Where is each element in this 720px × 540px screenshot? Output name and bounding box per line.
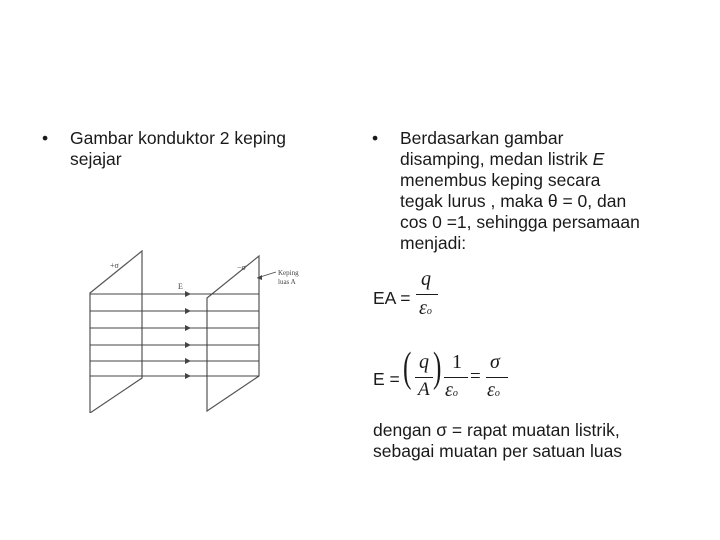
field-label: E <box>178 282 183 291</box>
eq2-frac1-num: q <box>419 351 429 373</box>
epsilon-subscript: o <box>452 388 458 399</box>
eq2-equals: = <box>470 366 481 387</box>
eq1-lhs: EA = <box>373 288 411 308</box>
parallel-plate-diagram <box>82 248 322 413</box>
epsilon-symbol: ε <box>419 297 427 319</box>
left-bullet <box>42 128 335 170</box>
right-bullet-line1: Berdasarkan gambar <box>400 128 564 148</box>
right-bullet-line2-text: disamping, medan listrik <box>400 149 593 169</box>
arrow-head <box>185 308 191 314</box>
epsilon-symbol: ε <box>487 379 495 401</box>
eq1-fraction-bar <box>416 294 438 295</box>
definition-note <box>373 420 693 462</box>
eq2-frac2-bar <box>444 377 468 378</box>
eq2-frac1-den: A <box>418 379 430 400</box>
epsilon-subscript: o <box>494 388 500 399</box>
note-line1: dengan σ = rapat muatan listrik, <box>373 420 620 440</box>
field-symbol-e: E <box>592 149 605 169</box>
right-bullet <box>372 128 685 254</box>
eq2-frac3-den <box>487 379 500 402</box>
bullet-dot: • <box>372 128 379 148</box>
right-plate <box>207 256 259 411</box>
note-line2: sebagai muatan per satuan luas <box>373 441 623 461</box>
eq2-frac2-num: 1 <box>452 351 462 373</box>
eq2-frac1-bar <box>415 377 433 378</box>
right-bullet-line6: menjadi: <box>400 233 467 253</box>
plus-sigma-label: +σ <box>110 261 119 270</box>
field-lines <box>90 294 259 376</box>
eq2-lhs: E = <box>373 369 400 389</box>
right-bullet-line5: cos 0 =1, sehingga persamaan <box>400 212 640 232</box>
eq2-paren-close: ) <box>433 345 442 391</box>
minus-sigma-label: −σ <box>237 263 246 272</box>
callout-text-2: luas A <box>278 278 296 286</box>
arrow-head <box>185 358 191 364</box>
field-arrows <box>185 291 191 379</box>
eq1-numerator: q <box>421 268 431 290</box>
eq2-frac3-bar <box>486 377 508 378</box>
left-bullet-line1: Gambar konduktor 2 keping <box>70 128 286 148</box>
epsilon-subscript: o <box>426 306 432 317</box>
arrow-head <box>185 342 191 348</box>
arrow-head <box>185 325 191 331</box>
diagram-svg <box>82 248 322 413</box>
arrow-head <box>185 373 191 379</box>
eq2-frac2-den <box>445 379 458 402</box>
right-bullet-line4: tegak lurus , maka θ = 0, dan <box>400 191 627 211</box>
left-bullet-line2: sejajar <box>70 149 122 169</box>
arrow-head <box>185 291 191 297</box>
right-bullet-line2 <box>400 149 685 170</box>
callout-text-1: Keping <box>278 269 299 277</box>
bullet-dot: • <box>42 128 49 148</box>
eq1-denominator <box>419 297 432 320</box>
right-bullet-line3: menembus keping secara <box>400 170 601 190</box>
epsilon-symbol: ε <box>445 379 453 401</box>
eq2-paren-open: ( <box>403 345 412 391</box>
eq2-frac3-num: σ <box>490 351 500 373</box>
left-plate <box>90 251 142 413</box>
